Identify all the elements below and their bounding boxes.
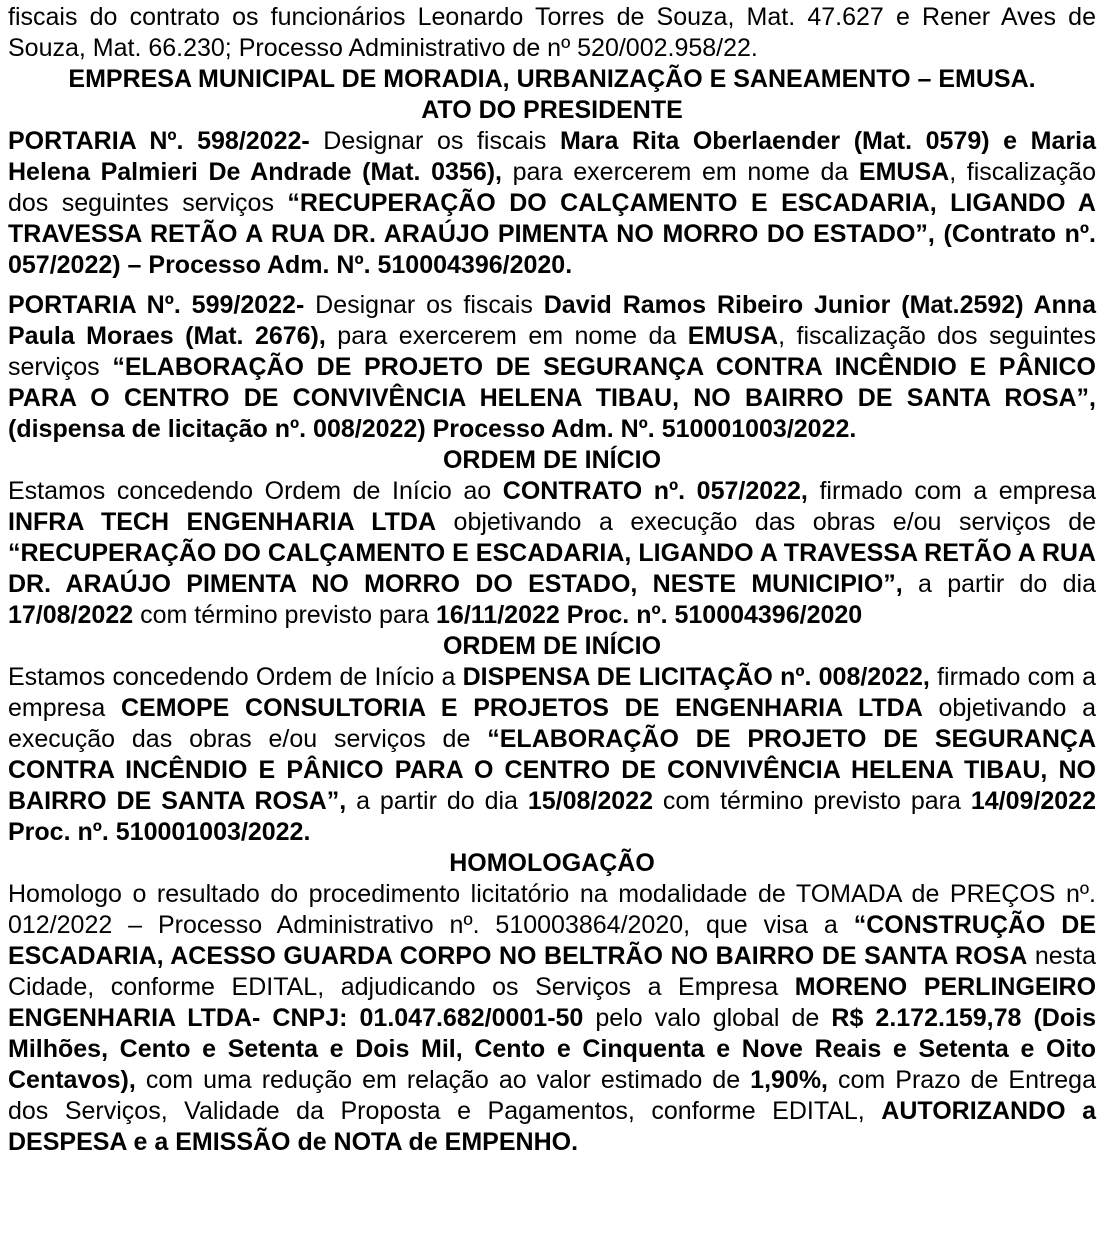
ordem-2-text-1: Estamos concedendo Ordem de Início a — [8, 663, 463, 691]
portaria-598-fiscais: Mara Rita Oberlaender (Mat. 0579) e Maria Helena Palmieri De Andrade (Mat. 0356), — [8, 127, 1096, 186]
intro-text: fiscais do contrato os funcionários Leonardo Torres de Souza, Mat. 47.627 e Rener Aves de Souza, Mat. 66.230; Processo Administrativo de nº 520/002.958/22. — [8, 3, 1096, 62]
heading-ordem-de-inicio-2: ORDEM DE INÍCIO — [442, 632, 662, 660]
portaria-598-text-2: para exercerem em nome da — [502, 158, 859, 186]
homologacao-valor: R$ 2.172.159,78 (Dois Milhões, Cento e Setenta e Dois Mil, Cento e Cinquenta e Nove Reais e Setenta e Oito Centavos), — [8, 1004, 1096, 1094]
ordem-1-data-termino: 16/11/2022 Proc. nº. 510004396/2020 — [436, 601, 863, 629]
portaria-599-text-3: , fiscalização dos seguintes serviços — [8, 322, 1096, 381]
portaria-599-number: PORTARIA Nº. 599/2022- — [8, 291, 305, 319]
ordem-2-text-2: firmado com a empresa — [8, 663, 1096, 722]
heading-ato-do-presidente: ATO DO PRESIDENTE — [421, 96, 683, 124]
homologacao-objeto: “CONSTRUÇÃO DE ESCADARIA, ACESSO GUARDA CORPO NO BELTRÃO NO BAIRRO DE SANTA ROSA — [8, 911, 1096, 970]
ordem-2-dispensa: DISPENSA DE LICITAÇÃO nº. 008/2022, — [462, 663, 930, 691]
homologacao-autorizacao: AUTORIZANDO a DESPESA e a EMISSÃO de NOTA de EMPENHO. — [8, 1097, 1096, 1156]
homologacao-text-4: com uma redução em relação ao valor estimado de — [135, 1066, 751, 1094]
ordem-2-servico: “ELABORAÇÃO DE PROJETO DE SEGURANÇA CONTRA INCÊNDIO E PÂNICO PARA O CENTRO DE CONVIVÊNCIA HELENA TIBAU, NO BAIRRO DE SANTA ROSA”, — [8, 725, 1096, 815]
ordem-1-text-2: firmado com a empresa — [807, 477, 1097, 505]
homologacao-text-3: pelo valo global de — [583, 1004, 832, 1032]
ordem-2-paragraph — [8, 662, 1096, 848]
portaria-598-emusa: EMUSA — [858, 158, 950, 186]
portaria-599-paragraph — [8, 290, 1096, 445]
ordem-2-text-3: objetivando a execução das obras e/ou serviços de — [8, 694, 1096, 753]
ordem-1-empresa: INFRA TECH ENGENHARIA LTDA — [8, 508, 437, 536]
ordem-1-servico: “RECUPERAÇÃO DO CALÇAMENTO E ESCADARIA, LIGANDO A TRAVESSA RETÃO A RUA DR. ARAÚJO PIMENTA NO MORRO DO ESTADO, NESTE MUNICIPIO”, — [8, 539, 1096, 598]
homologacao-text-5: com Prazo de Entrega dos Serviços, Validade da Proposta e Pagamentos, conforme EDITAL, — [8, 1066, 1096, 1125]
portaria-598-servico: “RECUPERAÇÃO DO CALÇAMENTO E ESCADARIA, LIGANDO A TRAVESSA RETÃO A RUA DR. ARAÚJO PIMENTA NO MORRO DO ESTADO”, (Contrato nº. 057/2022) – Processo Adm. Nº. 510004396/2020. — [8, 189, 1096, 279]
portaria-598-text-3: , fiscalização dos seguintes serviços — [8, 158, 1096, 217]
intro-paragraph — [8, 2, 1096, 64]
heading-emusa: EMPRESA MUNICIPAL DE MORADIA, URBANIZAÇÃO E SANEAMENTO – EMUSA. — [68, 65, 1036, 93]
homologacao-text-1: Homologo o resultado do procedimento licitatório na modalidade de TOMADA de PREÇOS nº. 012/2022 – Processo Administrativo nº. 510003864/2020, que visa a — [8, 880, 1096, 939]
portaria-599-servico: “ELABORAÇÃO DE PROJETO DE SEGURANÇA CONTRA INCÊNDIO E PÂNICO PARA O CENTRO DE CONVIVÊNCIA HELENA TIBAU, NO BAIRRO DE SANTA ROSA”, (dispensa de licitação nº. 008/2022) Processo Adm. Nº. 510001003/2022. — [8, 353, 1096, 443]
portaria-598-paragraph — [8, 126, 1096, 281]
ordem-1-contrato: CONTRATO nº. 057/2022, — [502, 477, 808, 505]
homologacao-text-2: nesta Cidade, conforme EDITAL, adjudicando os Serviços a Empresa — [8, 942, 1096, 1001]
portaria-599-fiscais: David Ramos Ribeiro Junior (Mat.2592) Anna Paula Moraes (Mat. 2676), — [8, 291, 1096, 350]
portaria-599-emusa: EMUSA — [687, 322, 779, 350]
portaria-599-text-2: para exercerem em nome da — [325, 322, 688, 350]
heading-homologacao: HOMOLOGAÇÃO — [449, 849, 655, 877]
homologacao-paragraph — [8, 879, 1096, 1158]
ordem-2-data-inicio: 15/08/2022 — [527, 787, 653, 815]
ordem-1-text-5: com término previsto para — [133, 601, 437, 629]
ordem-1-text-3: objetivando a execução das obras e/ou serviços de — [436, 508, 1096, 536]
portaria-599-text-1: Designar os fiscais — [304, 291, 544, 319]
portaria-598-number: PORTARIA Nº. 598/2022- — [8, 127, 310, 155]
ordem-2-text-4: a partir do dia — [346, 787, 528, 815]
portaria-598-text-1: Designar os fiscais — [309, 127, 561, 155]
heading-ordem-de-inicio-1: ORDEM DE INÍCIO — [442, 446, 662, 474]
homologacao-empresa: MORENO PERLINGEIRO ENGENHARIA LTDA- CNPJ: 01.047.682/0001-50 — [8, 973, 1097, 1032]
ordem-1-text-1: Estamos concedendo Ordem de Início ao — [8, 477, 503, 505]
ordem-1-data-inicio: 17/08/2022 — [8, 601, 134, 629]
ordem-2-text-5: com término previsto para — [653, 787, 971, 815]
ordem-1-paragraph — [8, 476, 1096, 631]
ordem-1-text-4: a partir do dia — [902, 570, 1096, 598]
ordem-2-empresa: CEMOPE CONSULTORIA E PROJETOS DE ENGENHARIA LTDA — [120, 694, 923, 722]
homologacao-reducao: 1,90%, — [750, 1066, 829, 1094]
ordem-2-data-termino: 14/09/2022 Proc. nº. 510001003/2022. — [8, 787, 1096, 846]
